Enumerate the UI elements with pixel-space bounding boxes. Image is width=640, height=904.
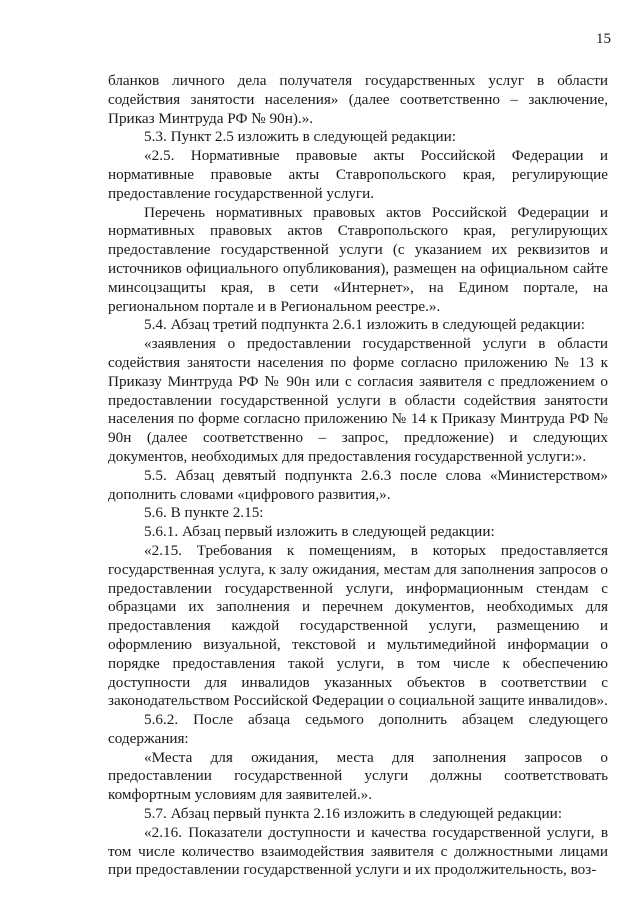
page-number: 15 <box>596 31 611 47</box>
paragraph: «заявления о предоставлении государственной услуги в области содействия занятости населения по форме согласно приложению № 13 к Приказу Минтруда РФ № 90н или с согласия заявителя с предложением о предоставлении государственной услуги в области содействия занятости населения по форме согласно приложению № 14 к Приказу Минтруда РФ № 90н (далее соответственно – запрос, предложение) и следующих документов, необходимых для предоставления государственной услуги:». <box>108 335 608 465</box>
paragraph: 5.3. Пункт 2.5 изложить в следующей редакции: <box>144 128 457 146</box>
paragraph: 5.6. В пункте 2.15: <box>144 504 264 522</box>
paragraph: «2.15. Требования к помещениям, в которых предоставляется государственная услуга, к залу ожидания, местам для заполнения запросов о предоставлении государственной услуги, информационным стендам с образцами их заполнения и перечнем документов, необходимых для предоставления каждой государственной услуги, размещению и оформлению визуальной, текстовой и мультимедийной информации о порядке предоставления такой услуги, в том числе к обеспечению доступности для инвалидов указанных объектов в соответствии с законодательством Российской Федерации о социальной защите инвалидов». <box>108 541 608 710</box>
paragraph: 5.7. Абзац первый пункта 2.16 изложить в следующей редакции: <box>144 805 563 823</box>
paragraph: 5.5. Абзац девятый подпункта 2.6.3 после слова «Министерством» дополнить словами «цифрового развития,». <box>108 466 608 503</box>
paragraph: «Места для ожидания, места для заполнения запросов о предоставлении государственной услуги должны соответствовать комфортным условиям для заявителей.». <box>108 748 608 804</box>
paragraph: 5.6.2. После абзаца седьмого дополнить абзацем следующего содержания: <box>108 711 608 747</box>
paragraph: бланков личного дела получателя государственных услуг в области содействия занятости населения» (далее соответственно – заключение, Приказ Минтруда РФ № 90н).». <box>108 72 608 127</box>
document-body <box>108 72 608 880</box>
paragraph: 5.6.1. Абзац первый изложить в следующей редакции: <box>144 523 495 541</box>
paragraph: 5.4. Абзац третий подпункта 2.6.1 изложить в следующей редакции: <box>144 316 585 334</box>
paragraph: «2.16. Показатели доступности и качества государственной услуги, в том числе количество взаимодействия заявителя с должностными лицами при предоставлении государственной услуги и их продолжительность, воз- <box>108 823 608 879</box>
paragraph: Перечень нормативных правовых актов Российской Федерации и нормативных правовых актов Ставропольского края, регулирующих предоставление государственной услуги (с указанием их реквизитов и источников официального опубликования), размещен на официальном сайте минсоцзащиты края, в сети «Интернет», на Едином портале, на региональном портале и в Региональном реестре.». <box>108 203 608 315</box>
paragraph: «2.5. Нормативные правовые акты Российской Федерации и нормативные правовые акты Ставропольского края, регулирующие предоставление государственной услуги. <box>108 147 608 202</box>
